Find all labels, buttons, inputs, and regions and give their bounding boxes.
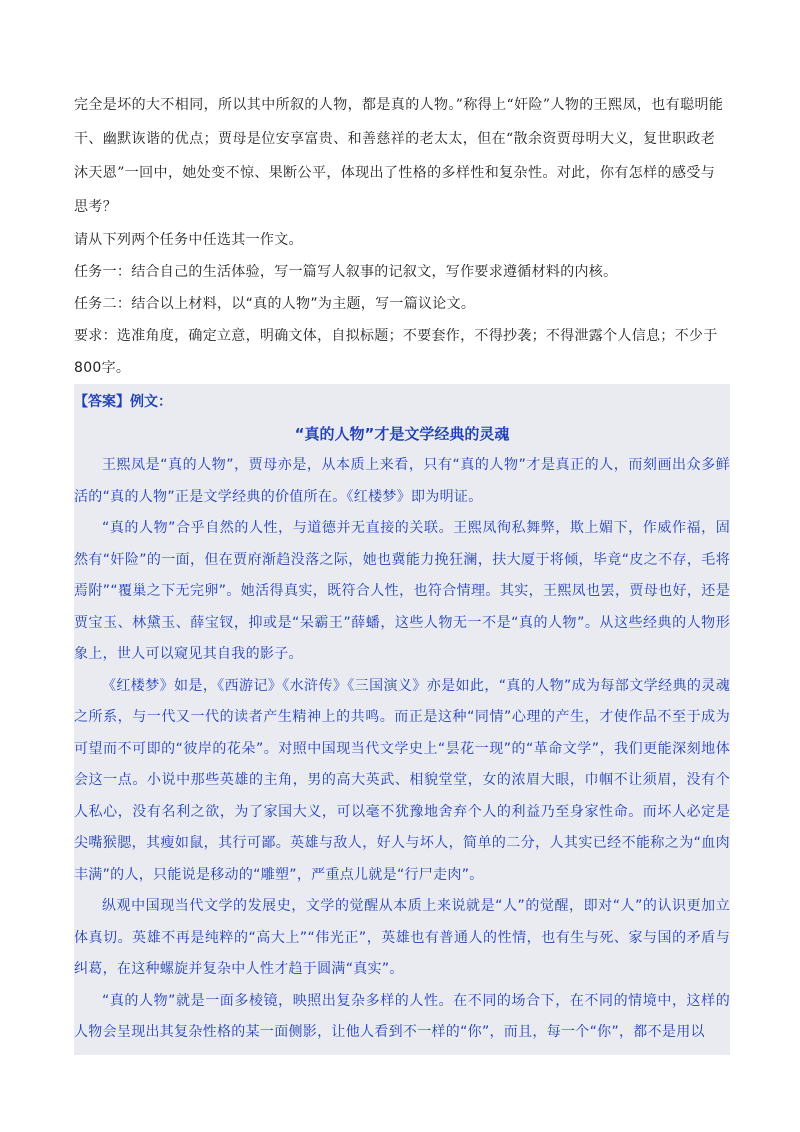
document-page <box>74 88 730 1055</box>
answer-section <box>74 384 730 1055</box>
essay-paragraph: 纵观中国现当代文学的发展史，文学的觉醒从本质上来说就是“人”的觉醒，即对“人”的认识更加立体真切。英雄不再是纯粹的“高大上”“伟光正”，英雄也有普通人的性情，也有生与死、家与国的矛盾与纠葛，在这种螺旋并复杂中人性才趋于圆满“真实”。 <box>74 898 730 977</box>
essay-title: “真的人物”才是文学经典的灵魂 <box>294 425 510 443</box>
essay-paragraph: “真的人物”就是一面多棱镜，映照出复杂多样的人性。在不同的场合下，在不同的情境中，这样的人物会呈现出其复杂性格的某一面侧影，让他人看到不一样的“你”，而且，每一个“你”，都不是用以 <box>74 992 730 1040</box>
instruction-line: 请从下列两个任务中任选其一作文。 <box>74 232 303 248</box>
task-two: 任务二：结合以上材料，以“真的人物”为主题，写一篇议论文。 <box>74 296 476 312</box>
answer-label <box>74 386 730 418</box>
essay-paragraph: 《红楼梦》如是，《西游记》《水浒传》《三国演义》亦是如此，“真的人物”成为每部文学经典的灵魂之所系，与一代又一代的读者产生精神上的共鸣。而正是这种“同情”心理的产生，才使作品不至于成为可望而不可即的“彼岸的花朵”。对照中国现当代文学史上“昙花一现”的“革命文学”，我们更能深刻地体会这一点。小说中那些英雄的主角，男的高大英武、相貌堂堂，女的浓眉大眼，巾帼不让须眉，没有个人私心，没有名利之欲，为了家国大义，可以毫不犹豫地舍弃个人的利益乃至身家性命。而坏人必定是尖嘴猴腮，其瘦如鼠，其行可鄙。英雄与敌人，好人与坏人，简单的二分，人其实已经不能称之为“血肉丰满”的人，只能说是移动的“雕塑”，严重点儿就是“行尸走肉”。 <box>74 677 730 883</box>
essay-paragraph: 王熙凤是“真的人物”，贾母亦是，从本质上来看，只有“真的人物”才是真正的人，而刻画出众多鲜活的“真的人物”正是文学经典的价值所在。《红楼梦》即为明证。 <box>74 457 730 505</box>
answer-label-text: 例文： <box>130 394 172 410</box>
question-paragraph: 完全是坏的大不相同，所以其中所叙的人物，都是真的人物。”称得上“奸险”人物的王熙凤，也有聪明能干、幽默诙谐的优点；贾母是位安享富贵、和善慈祥的老太太，但在“散余资贾母明大义，复世职政老沐天恩”一回中，她处变不惊、果断公平，体现出了性格的多样性和复杂性。对此，你有怎样的感受与思考？ <box>74 97 724 215</box>
requirement-line: 要求：选准角度，确定立意，明确文体，自拟标题；不要套作，不得抄袭；不得泄露个人信息；不少于800字。 <box>74 328 718 376</box>
task-one: 任务一：结合自己的生活体验，写一篇写人叙事的记叙文，写作要求遵循材料的内核。 <box>74 264 618 280</box>
answer-bracket: 【答案】 <box>74 394 130 410</box>
essay-paragraph: “真的人物”合乎自然的人性，与道德并无直接的关联。王熙凤徇私舞弊，欺上媚下，作威作福，固然有“奸险”的一面，但在贾府渐趋没落之际，她也冀能力挽狂澜，扶大厦于将倾，毕竟“皮之不存，毛将焉附”“覆巢之下无完卵”。她活得真实，既符合人性，也符合情理。其实，王熙凤也罢，贾母也好，还是贾宝玉、林黛玉、薛宝钗，抑或是“呆霸王”薛蟠，这些人物无一不是“真的人物”。从这些经典的人物形象上，世人可以窥见其自我的影子。 <box>74 520 730 662</box>
